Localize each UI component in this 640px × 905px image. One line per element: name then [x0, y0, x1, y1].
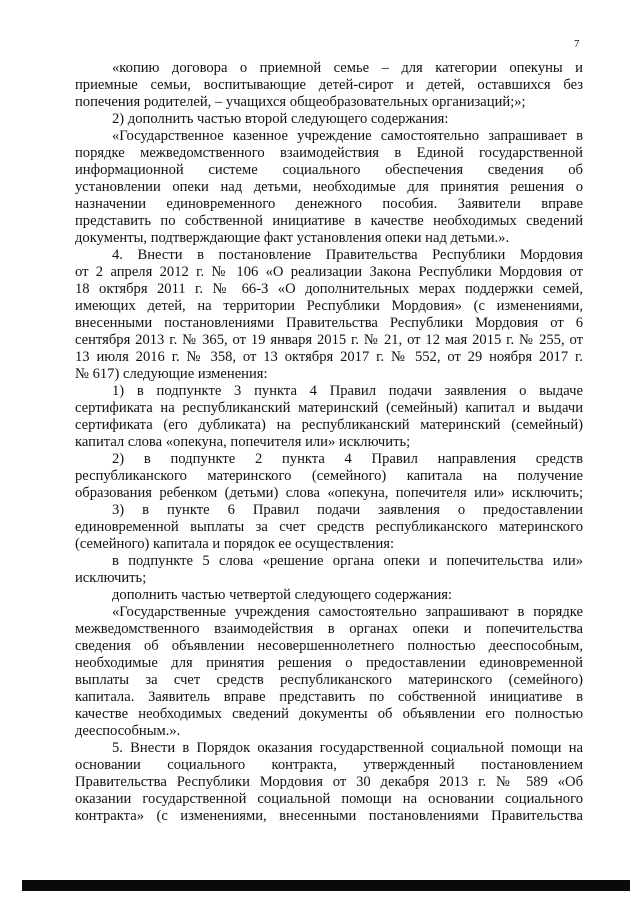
scan-border-bar: [22, 880, 630, 891]
text-line: от 2 апреля 2012 г. № 106 «О реализации Закона Республики Мордовия от: [75, 264, 583, 280]
text-line: 4. Внести в постановление Правительства Республики Мордовия: [112, 247, 583, 263]
document-body: [75, 60, 583, 825]
text-line: установлении опеки над детьми, необходимые для принятия решения о: [75, 179, 583, 195]
text-line: приемные семьи, воспитывающие детей-сирот и детей, оставшихся без: [75, 77, 583, 93]
text-line: межведомственного взаимодействия в органах опеки и попечительства: [75, 621, 583, 637]
text-line: «копию договора о приемной семье – для категории опекуны и: [112, 60, 583, 76]
text-line: сертификата (его дубликата) на республиканский материнский (семейный): [75, 417, 583, 433]
text-line: качестве необходимых сведений документы об объявлении его полностью: [75, 706, 583, 722]
text-line: сертификата на республиканский материнский (семейный) капитал и выдачи: [75, 400, 583, 416]
text-line: (семейного) капитала и порядок ее осуществления:: [75, 536, 395, 552]
text-line: республиканского материнского (семейного) капитала на получение: [75, 468, 583, 484]
text-line: представить по собственной инициативе в качестве необходимых сведений: [75, 213, 583, 229]
text-line: 18 октября 2011 г. № 66-З «О дополнительных мерах поддержки семей,: [75, 281, 583, 297]
text-line: порядке межведомственного взаимодействия в Единой государственной: [75, 145, 583, 161]
text-line: контракта» (с изменениями, внесенными постановлениями Правительства: [75, 808, 583, 824]
text-line: исключить;: [75, 570, 147, 586]
text-line: 2) в подпункте 2 пункта 4 Правил направления средств: [112, 451, 583, 467]
text-line: попечения родителей, – учащихся общеобразовательных организаций;»;: [75, 94, 526, 110]
text-line: оказании государственной социальной помощи на основании социального: [75, 791, 583, 807]
page-number: 7: [574, 38, 580, 50]
text-line: Правительства Республики Мордовия от 30 декабря 2013 г. № 589 «Об: [75, 774, 583, 790]
text-line: «Государственные учреждения самостоятельно запрашивают в порядке: [112, 604, 583, 620]
text-line: единовременной выплаты за счет средств республиканского материнского: [75, 519, 583, 535]
text-line: капитал слова «опекуна, попечителя или» исключить;: [75, 434, 411, 450]
text-line: образования ребенком (детьми) слова «опекуна, попечителя или» исключить;: [75, 485, 583, 501]
text-line: 13 июля 2016 г. № 358, от 13 октября 2017 г. № 552, от 29 ноября 2017 г.: [75, 349, 583, 365]
text-line: 1) в подпункте 3 пункта 4 Правил подачи заявления о выдаче: [112, 383, 583, 399]
text-line: 5. Внести в Порядок оказания государственной социальной помощи на: [112, 740, 583, 756]
text-line: необходимые для принятия решения о предоставлении единовременной: [75, 655, 583, 671]
text-line: основании социального контракта, утвержденный постановлением: [75, 757, 583, 773]
text-line: назначении единовременного денежного пособия. Заявители вправе: [75, 196, 583, 212]
text-line: имеющих детей, на территории Республики Мордовия» (с изменениями,: [75, 298, 583, 314]
text-line: сведения об объявлении несовершеннолетнего полностью дееспособным,: [75, 638, 583, 654]
text-line: документы, подтверждающие факт установления опеки над детьми.».: [75, 230, 510, 246]
text-line: капитала. Заявитель вправе представить по собственной инициативе в: [75, 689, 583, 705]
text-line: 2) дополнить частью второй следующего содержания:: [112, 111, 449, 127]
text-line: 3) в пункте 6 Правил подачи заявления о предоставлении: [112, 502, 583, 518]
text-line: выплаты за счет средств республиканского материнского (семейного): [75, 672, 583, 688]
text-line: внесенными постановлениями Правительства Республики Мордовия от 6: [75, 315, 583, 331]
text-line: дополнить частью четвертой следующего содержания:: [112, 587, 453, 603]
text-line: «Государственное казенное учреждение самостоятельно запрашивает в: [112, 128, 583, 144]
text-line: № 617) следующие изменения:: [75, 366, 268, 382]
text-line: сентября 2013 г. № 365, от 19 января 2015 г. № 21, от 12 мая 2015 г. № 255, от: [75, 332, 583, 348]
text-line: в подпункте 5 слова «решение органа опеки и попечительства или»: [112, 553, 583, 569]
text-line: информационной системе социального обеспечения сведения об: [75, 162, 583, 178]
text-line: дееспособным.».: [75, 723, 181, 739]
